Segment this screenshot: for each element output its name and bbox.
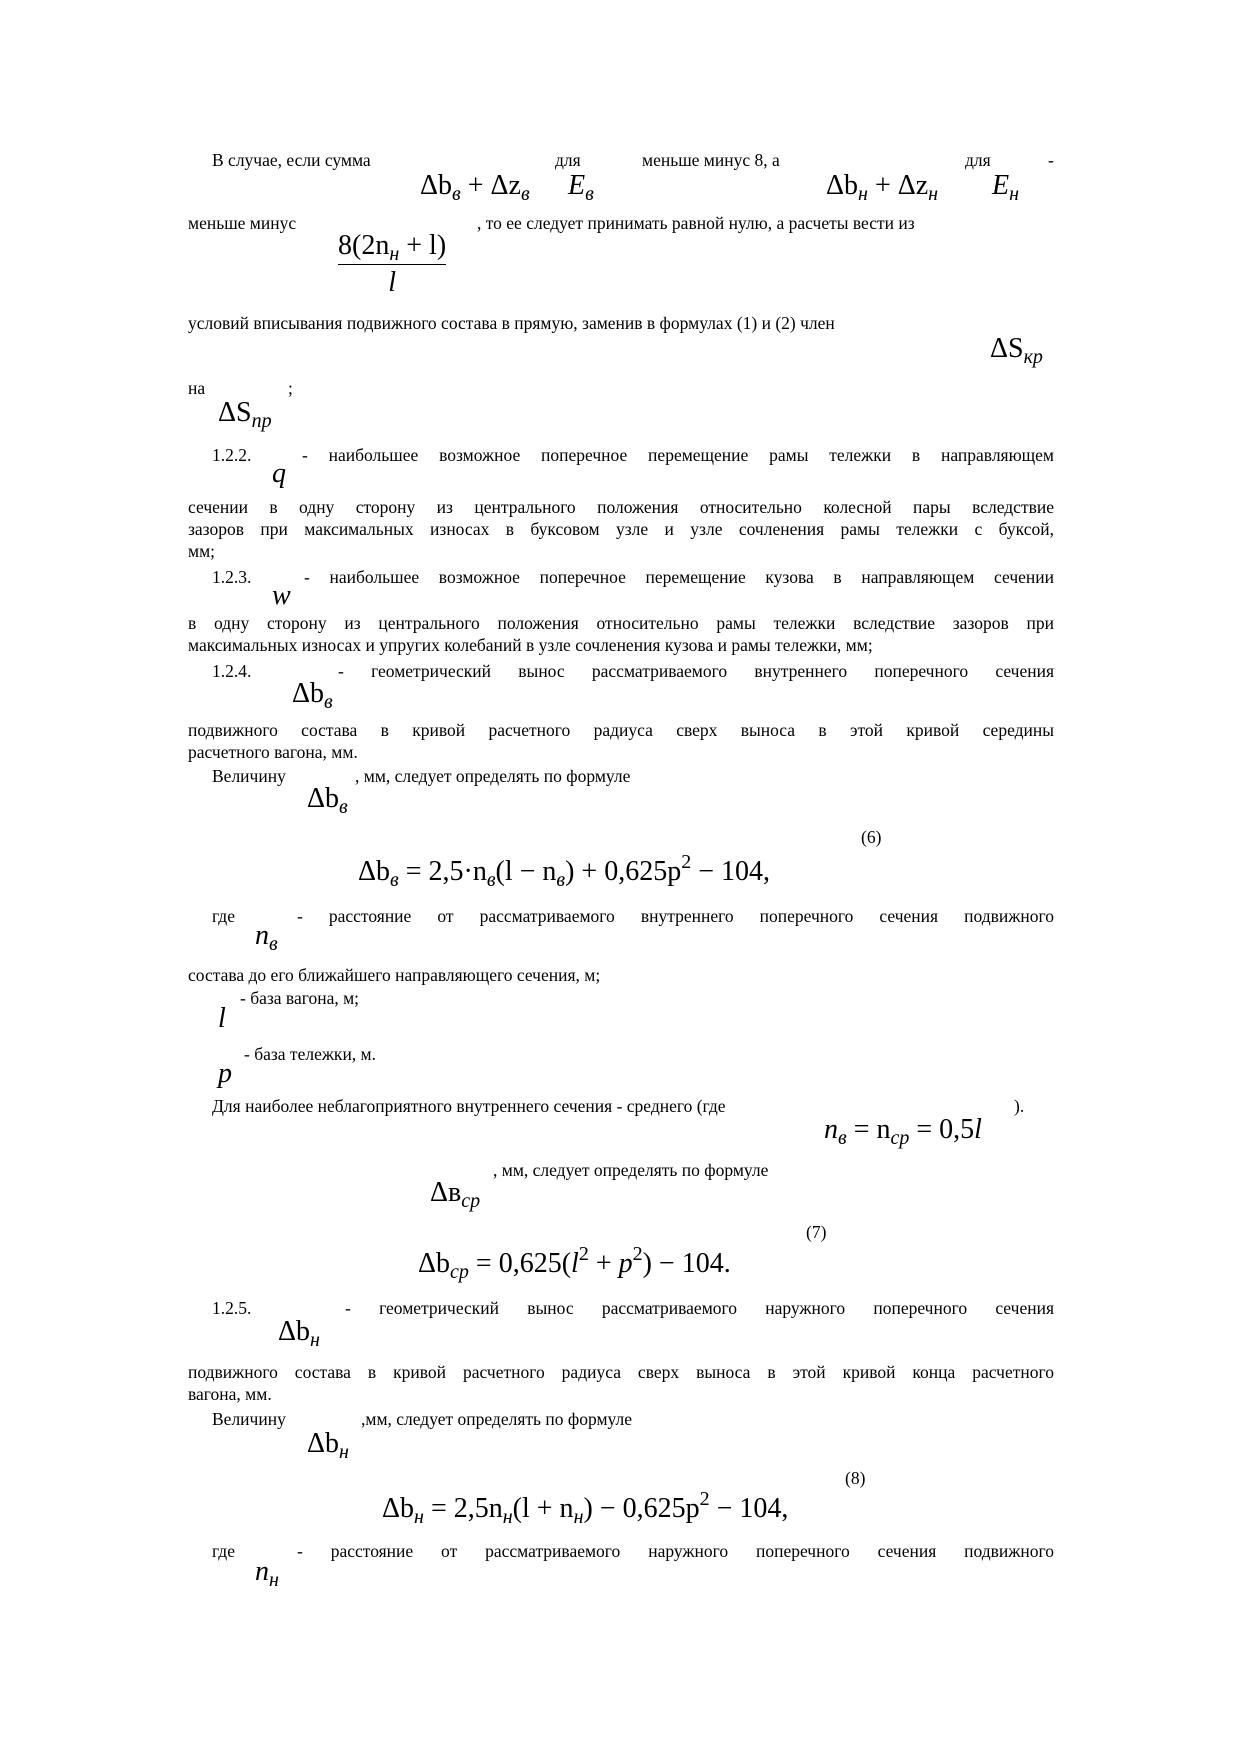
equation-number: (8) bbox=[845, 1468, 866, 1488]
text-line: на bbox=[188, 378, 206, 398]
text-line: где bbox=[212, 906, 235, 926]
formula-n-n: $n_н$ bbox=[255, 1556, 279, 1591]
equation-8: $\Delta b_н = 2,5n_н(l + n_н) - 0,625p^2 - 104$, bbox=[382, 1488, 789, 1528]
text-line: - расстояние от рассматриваемого внутреннего поперечного сечения подвижного bbox=[297, 906, 1054, 926]
text-line: меньше минус bbox=[188, 213, 297, 233]
equation-7: $\Delta b_{ср} = 0,625(l^2 + p^2) - 104$. bbox=[418, 1243, 731, 1283]
formula-l: l bbox=[218, 1003, 226, 1034]
equation-6: $\Delta b_в = 2,5\cdot n_в(l - n_в) + 0,625p^2 - 104$, bbox=[358, 851, 771, 891]
text-line: - база тележки, м. bbox=[244, 1044, 377, 1064]
text-line: В случае, если сумма bbox=[212, 150, 371, 170]
section-number: 1.2.5. bbox=[212, 1298, 252, 1318]
text-line: для bbox=[965, 150, 991, 170]
text-line: мм; bbox=[188, 541, 216, 561]
text-line: состава до его ближайшего направляющего сечения, м; bbox=[188, 965, 601, 985]
section-number: 1.2.2. bbox=[212, 445, 252, 465]
formula-db-n: $\Delta b_н$ bbox=[307, 1428, 349, 1463]
text-line: - база вагона, м; bbox=[240, 988, 360, 1008]
text-line: - bbox=[1048, 150, 1054, 170]
section-number: 1.2.3. bbox=[212, 567, 252, 587]
text-line: - наибольшее возможное поперечное перемещение кузова в направляющем сечении bbox=[304, 567, 1054, 587]
text-line: подвижного состава в кривой расчетного радиуса сверх выноса в этой кривой середины bbox=[188, 720, 1054, 740]
text-line: ,мм, следует определять по формуле bbox=[361, 1409, 633, 1429]
formula-sum-n: $\Delta b_н + \Delta z_н$ bbox=[826, 170, 939, 205]
text-line: подвижного состава в кривой расчетного радиуса сверх выноса в этой кривой конца расчетного bbox=[188, 1362, 1054, 1382]
text-line: где bbox=[212, 1541, 235, 1561]
text-line: в одну сторону из центрального положения относительно рамы тележки вследствие зазоров при bbox=[188, 613, 1054, 633]
formula-dv-cp: $\Delta в_{ср}$ bbox=[430, 1177, 481, 1212]
formula-p: p bbox=[218, 1058, 232, 1089]
text-line: максимальных износах и упругих колебаний в узле сочленения кузова и рамы тележки, мм; bbox=[188, 635, 873, 655]
text-line: расчетного вагона, мм. bbox=[188, 742, 358, 762]
text-line: Величину bbox=[212, 1409, 286, 1429]
formula-db-n: $\Delta b_н$ bbox=[278, 1316, 320, 1351]
text-line: Величину bbox=[212, 766, 286, 786]
text-line: вагона, мм. bbox=[188, 1384, 272, 1404]
text-line: для bbox=[555, 150, 581, 170]
text-line: , то ее следует принимать равной нулю, а расчеты вести из bbox=[477, 213, 915, 233]
equation-number: (7) bbox=[806, 1222, 827, 1242]
formula-e-v: $E_в$ bbox=[568, 170, 594, 205]
text-line: - геометрический вынос рассматриваемого наружного поперечного сечения bbox=[345, 1298, 1054, 1318]
text-line: сечении в одну сторону из центрального положения относительно колесной пары вследствие bbox=[188, 497, 1054, 517]
formula-db-v: $\Delta b_в$ bbox=[307, 783, 348, 818]
text-line: , мм, следует определять по формуле bbox=[355, 766, 631, 786]
section-number: 1.2.4. bbox=[212, 661, 252, 681]
formula-n-mid: $n_в = n_{ср} = 0,5l$ bbox=[824, 1114, 982, 1149]
text-line: - расстояние от рассматриваемого наружного поперечного сечения подвижного bbox=[297, 1541, 1054, 1561]
text-line: условий вписывания подвижного состава в прямую, заменив в формулах (1) и (2) член bbox=[188, 313, 835, 333]
formula-e-n: $E_н$ bbox=[992, 170, 1020, 205]
formula-n-v: $n_в$ bbox=[255, 920, 278, 955]
formula-fraction: $8(2n_н + l)$ l bbox=[338, 230, 447, 298]
formula-q: q bbox=[272, 458, 286, 489]
formula-s-kr: $\Delta S_{кр}$ bbox=[990, 333, 1043, 368]
text-line: - наибольшее возможное поперечное перемещение рамы тележки в направляющем bbox=[302, 445, 1054, 465]
formula-w: w bbox=[272, 580, 291, 611]
formula-sum-v: $\Delta b_в + \Delta z_в$ bbox=[420, 170, 530, 205]
formula-s-pr: $\Delta S_{пр}$ bbox=[218, 397, 272, 432]
text-line: ; bbox=[288, 378, 293, 398]
text-line: ). bbox=[1014, 1096, 1025, 1116]
text-line: меньше минус 8, а bbox=[642, 150, 780, 170]
formula-db-v: $\Delta b_в$ bbox=[292, 678, 333, 713]
text-line: Для наиболее неблагоприятного внутреннего сечения - среднего (где bbox=[212, 1096, 726, 1116]
equation-number: (6) bbox=[861, 827, 882, 847]
text-line: зазоров при максимальных износах в буксовом узле и узле сочленения рамы тележки с буксой, bbox=[188, 519, 1054, 539]
text-line: , мм, следует определять по формуле bbox=[493, 1160, 769, 1180]
text-line: - геометрический вынос рассматриваемого внутреннего поперечного сечения bbox=[338, 661, 1054, 681]
